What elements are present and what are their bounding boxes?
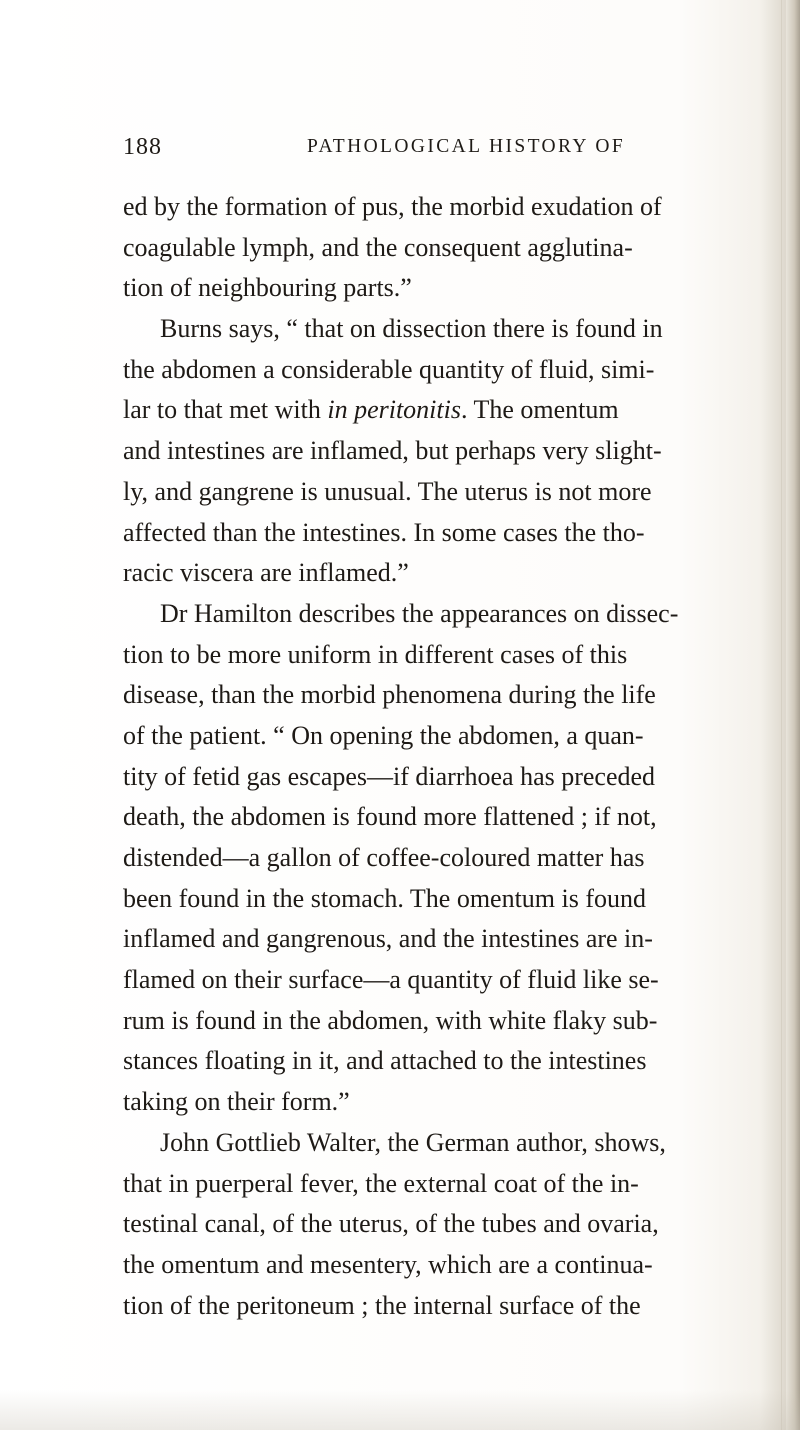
text-line: disease, than the morbid phenomena during the life [123,680,656,710]
text-line: tity of fetid gas escapes—if diarrhoea has preceded [123,761,656,791]
text-line: ed by the formation of pus, the morbid exudation of [123,192,662,221]
binding-line [781,0,782,1430]
text-line: and intestines are inflamed, but perhaps very slight- [123,436,662,466]
text-segment: lar to that met with [123,395,328,425]
text-line: racic viscera are inflamed.” [123,558,409,588]
text-line: inflamed and gangrenous, and the intestines are in- [123,924,653,954]
text-line: distended—a gallon of coffee-coloured matter has [123,843,645,872]
text-line-with-italic [123,390,773,431]
paragraph-start-line: Burns says, “ that on dissection there is found in [160,314,663,344]
text-line: ly, and gangrene is unusual. The uterus is not more [123,476,652,506]
text-line: of the patient. “ On opening the abdomen, a quan- [123,720,644,750]
body-text [123,187,773,1326]
text-line: that in puerperal fever, the external coat of the in- [123,1168,639,1198]
text-line: rum is found in the abdomen, with white flaky sub- [123,1005,658,1035]
text-line: the abdomen a considerable quantity of fluid, simi- [123,354,655,384]
text-line: the omentum and mesentery, which are a continua- [123,1249,653,1279]
page-header [123,134,653,174]
page-bottom-shadow [0,1390,800,1430]
text-line: been found in the stomach. The omentum is found [123,883,647,913]
page-binding-edge [786,0,800,1430]
text-line: tion of the peritoneum ; the internal surface of the [123,1290,641,1320]
text-line: taking on their form.” [123,1087,350,1117]
text-line: testinal canal, of the uterus, of the tubes and ovaria, [123,1209,659,1239]
running-head: PATHOLOGICAL HISTORY OF [307,136,626,157]
text-line: coagulable lymph, and the consequent agglutina- [123,232,633,262]
text-line: tion to be more uniform in different cases of this [123,639,628,669]
text-line: death, the abdomen is found more flattened ; if not, [123,802,657,832]
page-number: 188 [123,134,162,160]
text-line: affected than the intestines. In some cases the tho- [123,517,645,547]
text-line: tion of neighbouring parts.” [123,273,412,303]
paragraph-start-line: Dr Hamilton describes the appearances on dissec- [160,598,679,628]
text-segment: . The omentum [460,395,619,425]
text-line: stances floating in it, and attached to the intestines [123,1046,647,1076]
text-line: flamed on their surface—a quantity of fluid like se- [123,965,659,995]
paragraph-start-line: John Gottlieb Walter, the German author, shows, [160,1127,666,1157]
italic-term: in peritonitis [327,395,461,425]
